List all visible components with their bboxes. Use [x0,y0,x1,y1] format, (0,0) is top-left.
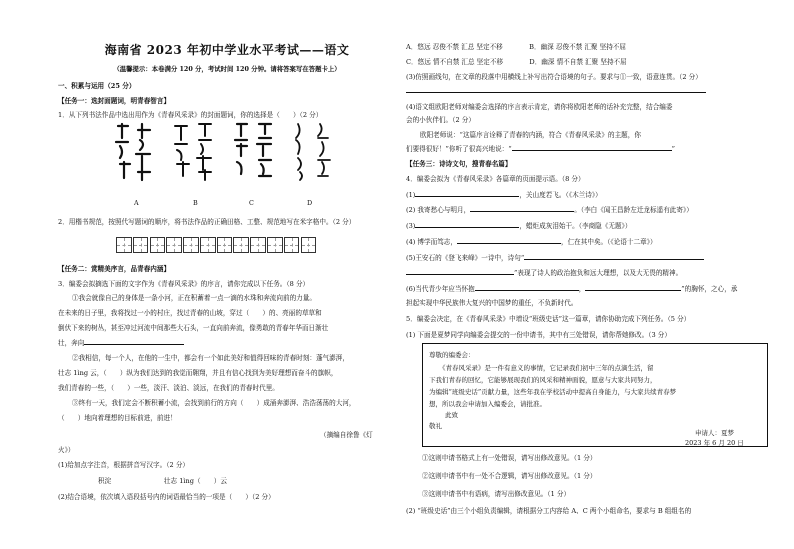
letter-closing: 此致 [445,411,458,419]
poem-text: (1) [406,191,416,199]
passage-line: ③终有一天，我们定会不断积蓄小流，会找到前行的方向（ ）成涌奔澎湃、浩浩荡荡的大河， [72,399,356,407]
question-5-2: (2) “班级史话”由三个小组负责编辑，请根据分工内容给 A、C 两个小组命名，要求与 B 组组名的 [406,507,692,515]
calligraphy-option-c [231,120,277,184]
question-3-2: (2)结合语境，依次填入语段括号内的词语最恰当的一项是（ ）（2 分） [58,493,275,501]
poem-text: ”的胸怀，之心，承 [681,285,738,293]
option-label-a: A [134,199,139,207]
option-label-b: B [193,199,198,207]
passage-line: ①我会就像自己的身体是一条小河，正在积蓄着一点一滴的水珠和奔流向前的力量。 [72,294,316,302]
passage-line [58,340,184,347]
question-4: 4．编委会拟为《青春风采录》各篇章的页面提示语。（8 分） [406,175,585,183]
edit-item-3: ③这则申请书中有语病，请写出修改意见。（1 分） [422,490,571,498]
poem-text: (4) 博学而笃志， [406,238,457,246]
question-1: 1．从下列书法作品中选出用作为《青春风采录》的封面题词，你的选择是（ ）（2 分） [58,111,323,119]
poem-text: ，关山度若飞。（《木兰诗》） [519,191,602,199]
choice-row: A．悠远 忍俊不禁 汇总 坚定不移 B．幽深 忍俊不禁 汇聚 坚持不屈 [406,43,626,51]
letter-date: 2023 年 6 月 20 日 [685,439,744,447]
teacher-quote: 欧阳老师说：“这篇序言诠释了青春的内涵，符合《青春风采录》的主题，你 [420,131,641,139]
application-letter [422,343,768,447]
grid-cell[interactable] [217,237,233,253]
poem-text: 。（李白《闻王昌龄左迁龙标遥有此寄》） [574,206,693,214]
quote-end: ” [671,145,676,153]
choice-row: C．悠远 情不自禁 汇总 坚定不移 D．幽深 情不自禁 汇聚 坚持不屈 [406,58,627,66]
grid-cell[interactable] [284,237,300,253]
right-column-tail [406,0,780,549]
option-label-c: C [249,199,254,207]
passage-source: 火》） [58,446,75,454]
question-2: 2．用楷书规范，按照代写题词的顺序，将书法作品的正确田格、工整、规范地写在米字格中。（2 分） [58,218,356,226]
poem-line: 担起实现中华民族伟大复兴的中国梦的重任，不负新时代。 [406,299,578,307]
grid-cell[interactable] [150,237,166,253]
grid-cell[interactable] [116,237,132,253]
letter-closing: 敬礼 [429,422,442,430]
grid-cell[interactable] [200,237,216,253]
task-heading: 【任务二：赏精美序言，品青春内涵】 [58,265,171,273]
question-3-4: (4)语文组欧阳老师对编委会选择的序言表示肯定，请你将欧阳老师的话补充完整，结合编委 [406,103,673,111]
grid-cell[interactable] [133,237,149,253]
calligraphy-options [112,120,336,196]
task-heading: 【任务三：诗诗文句，搜青春名篇】 [406,160,512,168]
section-heading: 一、积累与运用（25 分） [58,82,136,90]
letter-signature: 申请人：夏梦 [695,429,734,437]
poem-text: ，蜡炬成灰泪始干。（李商隐《无题》） [519,222,632,230]
task-heading: 【任务一：选封面题词，明青春智言】 [58,97,171,105]
pinyin-items: 积淀 壮志 1ìng（ ）云 [98,477,227,485]
edit-item-2: ②这则申请书中有一处不合逻辑，请写出修改意见。（1 分） [422,472,597,480]
passage-line: 倒伏下来的树丛，甚至冲过河流中间那些大石头，一直向前奔流，像勇敢的青春年华而日渐壮 [58,324,329,332]
poem-text: (2) 我寄愁心与明月， [406,206,471,214]
poem-text: ”表现了诗人的政治抱负和远大理想，以及大无畏的精神。 [514,269,683,277]
answer-blank[interactable] [84,344,184,345]
letter-line: 想，所以我会申请加入编委会，请批准。 [429,400,546,408]
writing-grid[interactable] [116,237,317,253]
grid-cell[interactable] [166,237,182,253]
poem-text: ，仁在其中矣。（《论语十二章》） [561,238,657,246]
grid-cell[interactable] [183,237,199,253]
letter-line: 《青春风采录》是一件有意义的事情，它记录我们初中三年的点滴生活，留 [439,364,654,372]
letter-line: 下我们青春的回忆，它能够展现我们的风采和精神面貌，愿意与大家共同努力， [429,376,657,384]
question-3-3: (3)仿照画线句，在文章的段落中用横线上补写出符合语境的句子。要求与①一致，语意连贯。（2 分） [406,73,702,81]
passage-line: 在未来的日子里，我将找过一小的村庄，找过青春的山坡，穿过（ ）的、亮丽的草草和 [58,309,322,317]
letter-salutation: 尊敬的编委会： [429,351,475,359]
grid-cell[interactable] [250,237,266,253]
exam-hint: （温馨提示：本卷满分 120 分，考试时间 120 分钟。请将答案写在答题卡上） [113,65,341,73]
question-3-4: 会的小伙伴们。（2 分） [406,116,475,124]
passage-line: （ ）地向着理想的目标前进，前进！ [58,414,177,422]
passage-text: 壮，奔向 [58,339,85,347]
exam-title: 海南省 2023 年初中学业水平考试——语文 [104,43,350,57]
calligraphy-option-a [112,120,158,184]
poem-text: (5)王安石的《登飞来峰》一诗中，诗句“ [406,254,525,262]
poem-text: ， [578,285,586,293]
question-3: 3．编委会拟摘选下面的文字作为《青春风采录》的序言，请你完成以下任务。（8 分） [58,280,310,288]
passage-source: （摘编自徐鲁《灯 [320,431,373,439]
calligraphy-option-d [290,120,336,184]
poem-text: (6)当代青少年应当怀抱 [406,285,475,293]
edit-item-1: ①这则申请书格式上有一处错误，请写出修改意见。（1 分） [422,454,597,462]
grid-cell[interactable] [301,237,317,253]
passage-line: ②我相信，每一个人，在他的一生中，都会有一个如此美好和值得回味的青春时刻：蓬气澎湃， [72,354,349,362]
option-label-d: D [307,199,313,207]
passage-line: 壮志 1ìng 云，（ ）纵为我们达到的我觉而翱翔，并且有信心找到为美好理想而奋斗的旗帜， [58,369,338,377]
question-3-1: (1)给加点字注音，根据拼音写汉字。（2 分） [58,461,190,469]
question-5: 5．编委会决定，在《青春风采录》中增设“班级史话”这一篇章，请你协助完成下列任务。（5 分） [406,315,691,323]
calligraphy-option-b [171,120,217,184]
grid-cell[interactable] [233,237,249,253]
letter-line: 为编辑“班级史话”贡献力量，这些年我在学校活动中提高自身能力，与大家共续青春梦 [429,388,677,396]
passage-line: 我们青春的一些，（ ）一些，淡汗、淡泊、淡远，在我们的青春时代里。 [58,384,279,392]
quote-text: 们要得很好！”你听了很高兴地说：“ [406,145,512,153]
poem-text: (3) [406,222,416,230]
grid-cell[interactable] [267,237,283,253]
question-5-1: (1) 下面是夏梦同学向编委会提交的一份申请书，其中有三处错误，请你帮她修改。（3 分） [406,331,671,339]
